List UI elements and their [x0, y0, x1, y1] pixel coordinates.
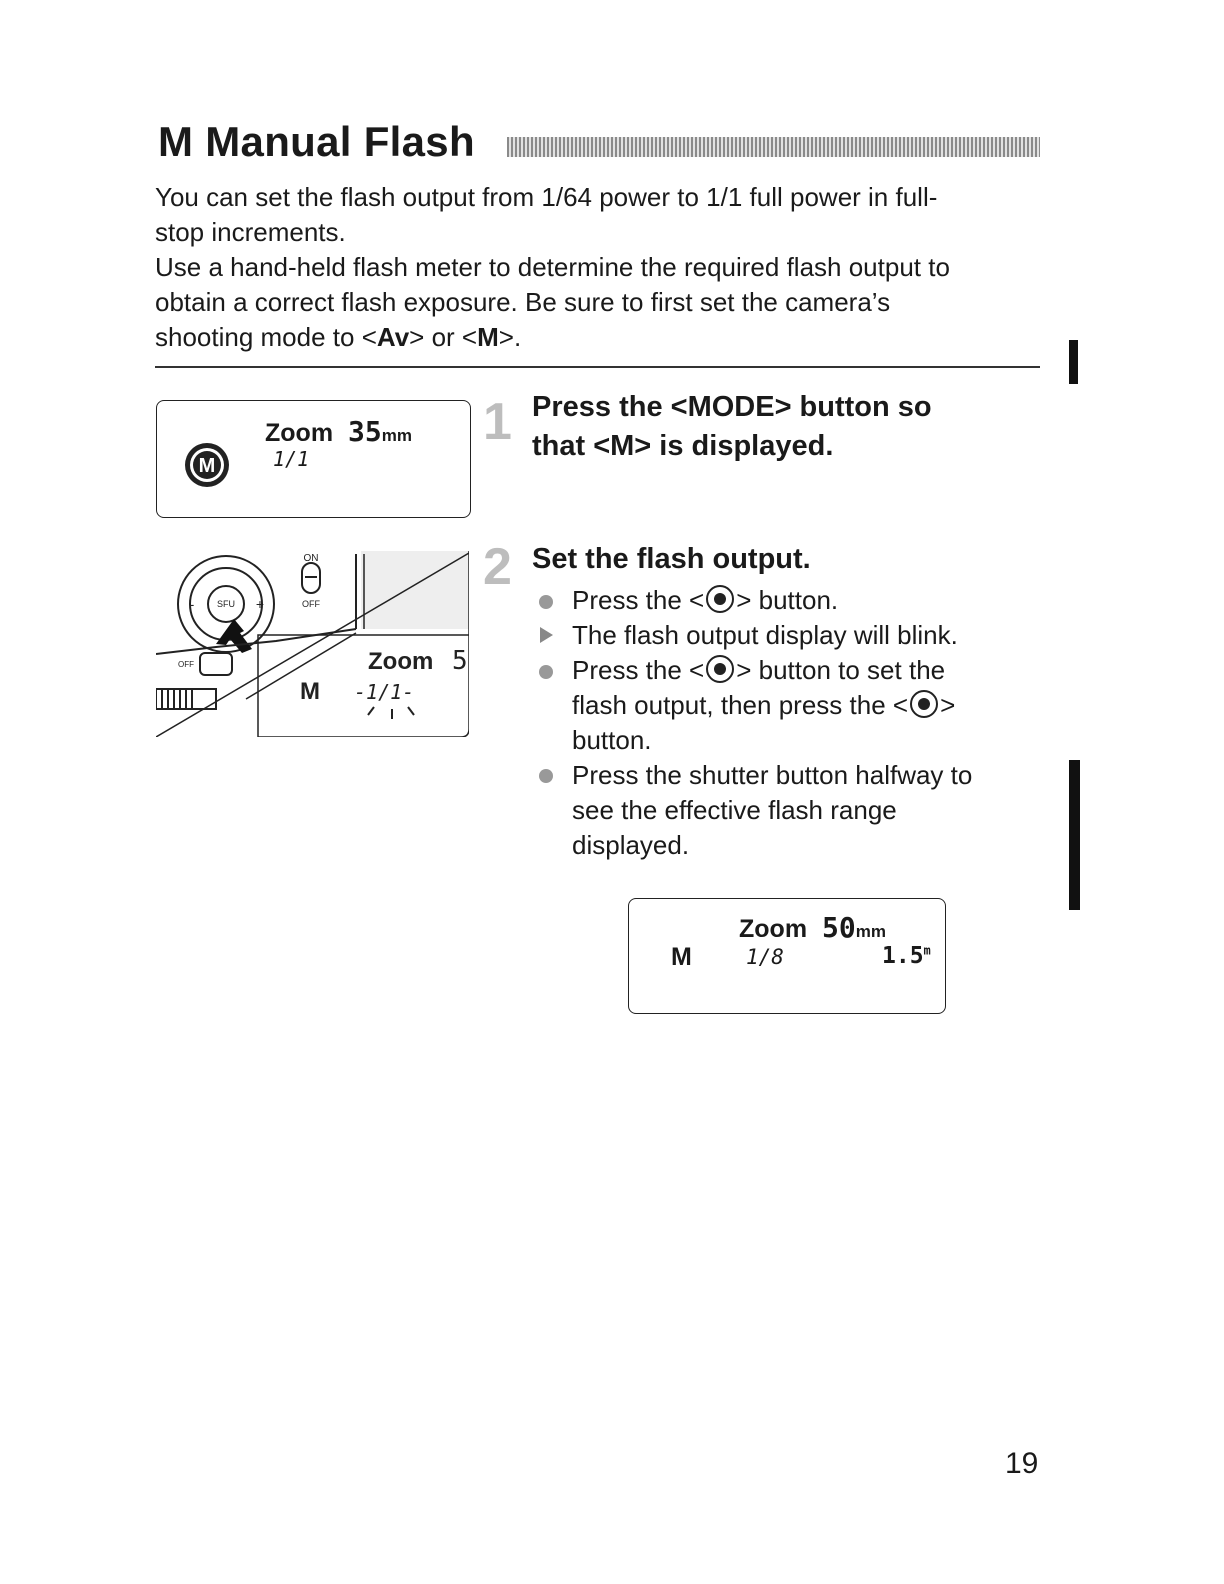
svg-text:+: + [255, 596, 265, 612]
av-mode-label: Av [376, 322, 410, 352]
flash-range-value: 1.5$^m$ [882, 943, 931, 969]
svg-text:M: M [300, 678, 320, 705]
page-number: 19 [1005, 1447, 1039, 1480]
bullet-icon [539, 769, 553, 783]
step1-instruction: Press the <MODE> button so that <M> is displayed. [532, 391, 932, 462]
step-number: 2 [483, 538, 512, 596]
svg-text:ON: ON [303, 553, 319, 564]
step-number: 1 [483, 393, 512, 451]
svg-text:-: - [189, 596, 195, 612]
thumb-index-tab [1069, 760, 1080, 910]
page-title: M Manual Flash [158, 118, 475, 165]
result-arrow-icon [540, 627, 553, 643]
zoom-readout: Zoom 50mm [739, 911, 886, 944]
lcd-panel-range [628, 898, 946, 1014]
plus-minus-button-icon [706, 655, 734, 683]
intro-text [155, 180, 1035, 355]
svg-text:M: M [198, 455, 216, 477]
list-item: Press the < > button. [572, 585, 839, 615]
svg-text:-1/1-: -1/1- [354, 680, 415, 704]
svg-text:OFF: OFF [178, 660, 194, 669]
select-button-icon [706, 585, 734, 613]
list-item: The flash output display will blink. [572, 620, 958, 650]
title-pattern-bar [507, 137, 1040, 157]
intro-line: Use a hand-held flash meter to determine the required flash output to [155, 252, 950, 282]
mode-indicator: M [671, 943, 692, 971]
m-mode-label: M [477, 322, 499, 352]
zoom-readout: Zoom 35mm [265, 415, 412, 448]
intro-line: stop increments. [155, 217, 346, 247]
svg-text:OFF: OFF [302, 599, 320, 609]
select-button-icon [910, 690, 938, 718]
flash-output-value: 1/8 [746, 945, 784, 969]
intro-line: obtain a correct flash exposure. Be sure to first set the camera’s [155, 287, 891, 317]
thumb-index-mark [1069, 340, 1078, 384]
svg-text:Zoom: Zoom [368, 648, 434, 675]
bullet-icon [539, 665, 553, 679]
flash-output-value: 1/1 [273, 447, 310, 471]
bullet-icon [539, 595, 553, 609]
flash-controls-drawing [156, 549, 469, 737]
section-divider [155, 366, 1040, 368]
svg-text:SFU: SFU [217, 599, 235, 609]
intro-line: You can set the flash output from 1/64 power to 1/1 full power in full- [155, 182, 938, 212]
list-item: Press the shutter button halfway to see the effective flash range displayed. [572, 760, 973, 860]
intro-line: shooting mode to <Av> or <M>. [155, 322, 522, 352]
lcd-panel-step1 [156, 400, 471, 518]
list-item: Press the < > button to set the flash output, then press the < > button. [572, 655, 956, 755]
svg-text:5: 5 [452, 646, 468, 676]
manual-mode-icon [183, 441, 231, 489]
step2-heading: Set the flash output. [532, 543, 811, 575]
flash-unit-illustration [156, 549, 469, 737]
